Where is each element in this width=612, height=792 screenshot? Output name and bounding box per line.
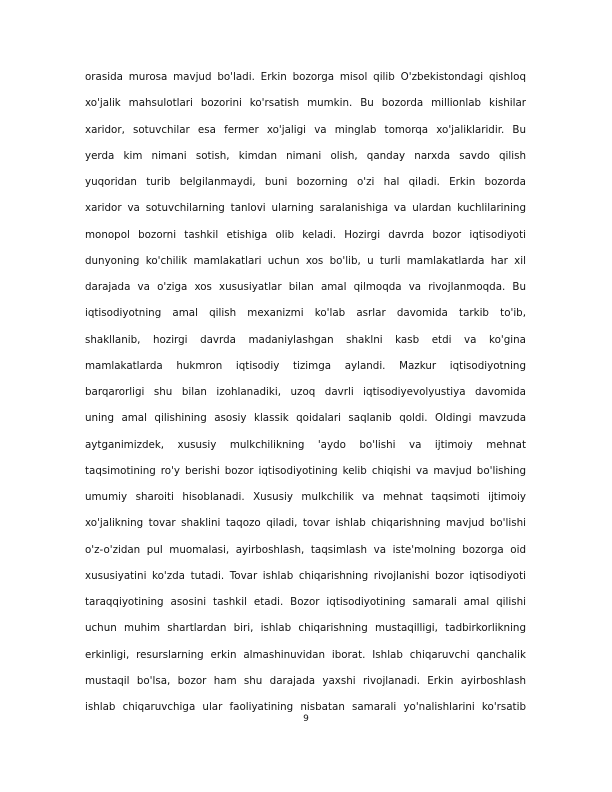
text-line: mamlakatlarda hukmron iqtisodiy tizimga aylandi. Mazkur iqtisodiyotning bbox=[85, 359, 526, 372]
text-line: orasida murosa mavjud bo'ladi. Erkin bozorga misol qilib O'zbekistondagi qishloq bbox=[85, 71, 526, 83]
text-line: iqtisodiyotning amal qilish mexanizmi ko'lab asrlar davomida tarkib to'ib, bbox=[85, 307, 526, 320]
text-line: monopol bozorni tashkil etishiga olib keladi. Hozirgi davrda bozor iqtisodiyoti bbox=[85, 228, 526, 241]
text-line: xaridor, sotuvchilar esa fermer xo'jaligi va minglab tomorqa xo'jaliklaridir. Bu bbox=[85, 123, 526, 136]
text-line: aytganimizdek, xususiy mulkchilikning 'aydo bo'lishi va ijtimoiy mehnat bbox=[85, 438, 526, 451]
text-line: xaridor va sotuvchilarning tanlovi ularning saralanishiga va ulardan kuchlilarining bbox=[85, 202, 526, 215]
text-line: dunyoning ko'chilik mamlakatlari uchun xos bo'lib, u turli mamlakatlarda har xil bbox=[85, 254, 526, 267]
text-line: yerda kim nimani sotish, kimdan nimani olish, qanday narxda savdo qilish bbox=[85, 149, 526, 162]
text-line: xo'jalik mahsulotlari bozorini ko'rsatish mumkin. Bu bozorda millionlab kishilar bbox=[85, 97, 526, 110]
text-line: shakllanib, hozirgi davrda madaniylashgan shaklni kasb etdi va ko'gina bbox=[85, 333, 526, 346]
text-line: xo'jalikning tovar shaklini taqozo qiladi, tovar ishlab chiqarishning mavjud bo'lishi bbox=[85, 517, 526, 530]
text-line: yuqoridan turib belgilanmaydi, buni bozorning o'zi hal qiladi. Erkin bozorda bbox=[85, 176, 526, 188]
text-line: barqarorligi shu bilan izohlanadiki, uzoq davrli iqtisodiyevolyustiya davomida bbox=[85, 386, 526, 398]
text-line: uning amal qilishining asosiy klassik qoidalari saqlanib qoldi. Oldingi mavzuda bbox=[85, 412, 526, 425]
text-line: taqsimotining ro'y berishi bozor iqtisodiyotining kelib chiqishi va mavjud bo'lishing bbox=[85, 464, 526, 477]
text-line: o'z-o'zidan pul muomalasi, ayirboshlash, taqsimlash va iste'molning bozorga oid bbox=[85, 543, 526, 556]
text-line: xususiyatini ko'zda tutadi. Tovar ishlab chiqarishning rivojlanishi bozor iqtisodiyoti bbox=[85, 569, 526, 582]
text-line: ishlab chiqaruvchiga ular faoliyatining nisbatan samarali yo'nalishlarini ko'rsatib bbox=[85, 701, 526, 713]
text-line: darajada va o'ziga xos xususiyatlar bilan amal qilmoqda va rivojlanmoqda. Bu bbox=[85, 281, 526, 293]
text-line: uchun muhim shartlardan biri, ishlab chiqarishning mustaqilligi, tadbirkorlikning bbox=[85, 622, 526, 635]
text-line: taraqqiyotining asosini tashkil etadi. Bozor iqtisodiyotining samarali amal qilishi bbox=[85, 596, 526, 608]
text-line: mustaqil bo'lsa, bozor ham shu darajada yaxshi rivojlanadi. Erkin ayirboshlash bbox=[85, 674, 526, 687]
text-line: erkinligi, resurslarning erkin almashinuvidan iborat. Ishlab chiqaruvchi qanchalik bbox=[85, 648, 526, 661]
page-number: 9 bbox=[303, 714, 309, 724]
text-line: umumiy sharoiti hisoblanadi. Xususiy mulkchilik va mehnat taqsimoti ijtimoiy bbox=[85, 491, 526, 503]
body-text bbox=[85, 64, 526, 720]
